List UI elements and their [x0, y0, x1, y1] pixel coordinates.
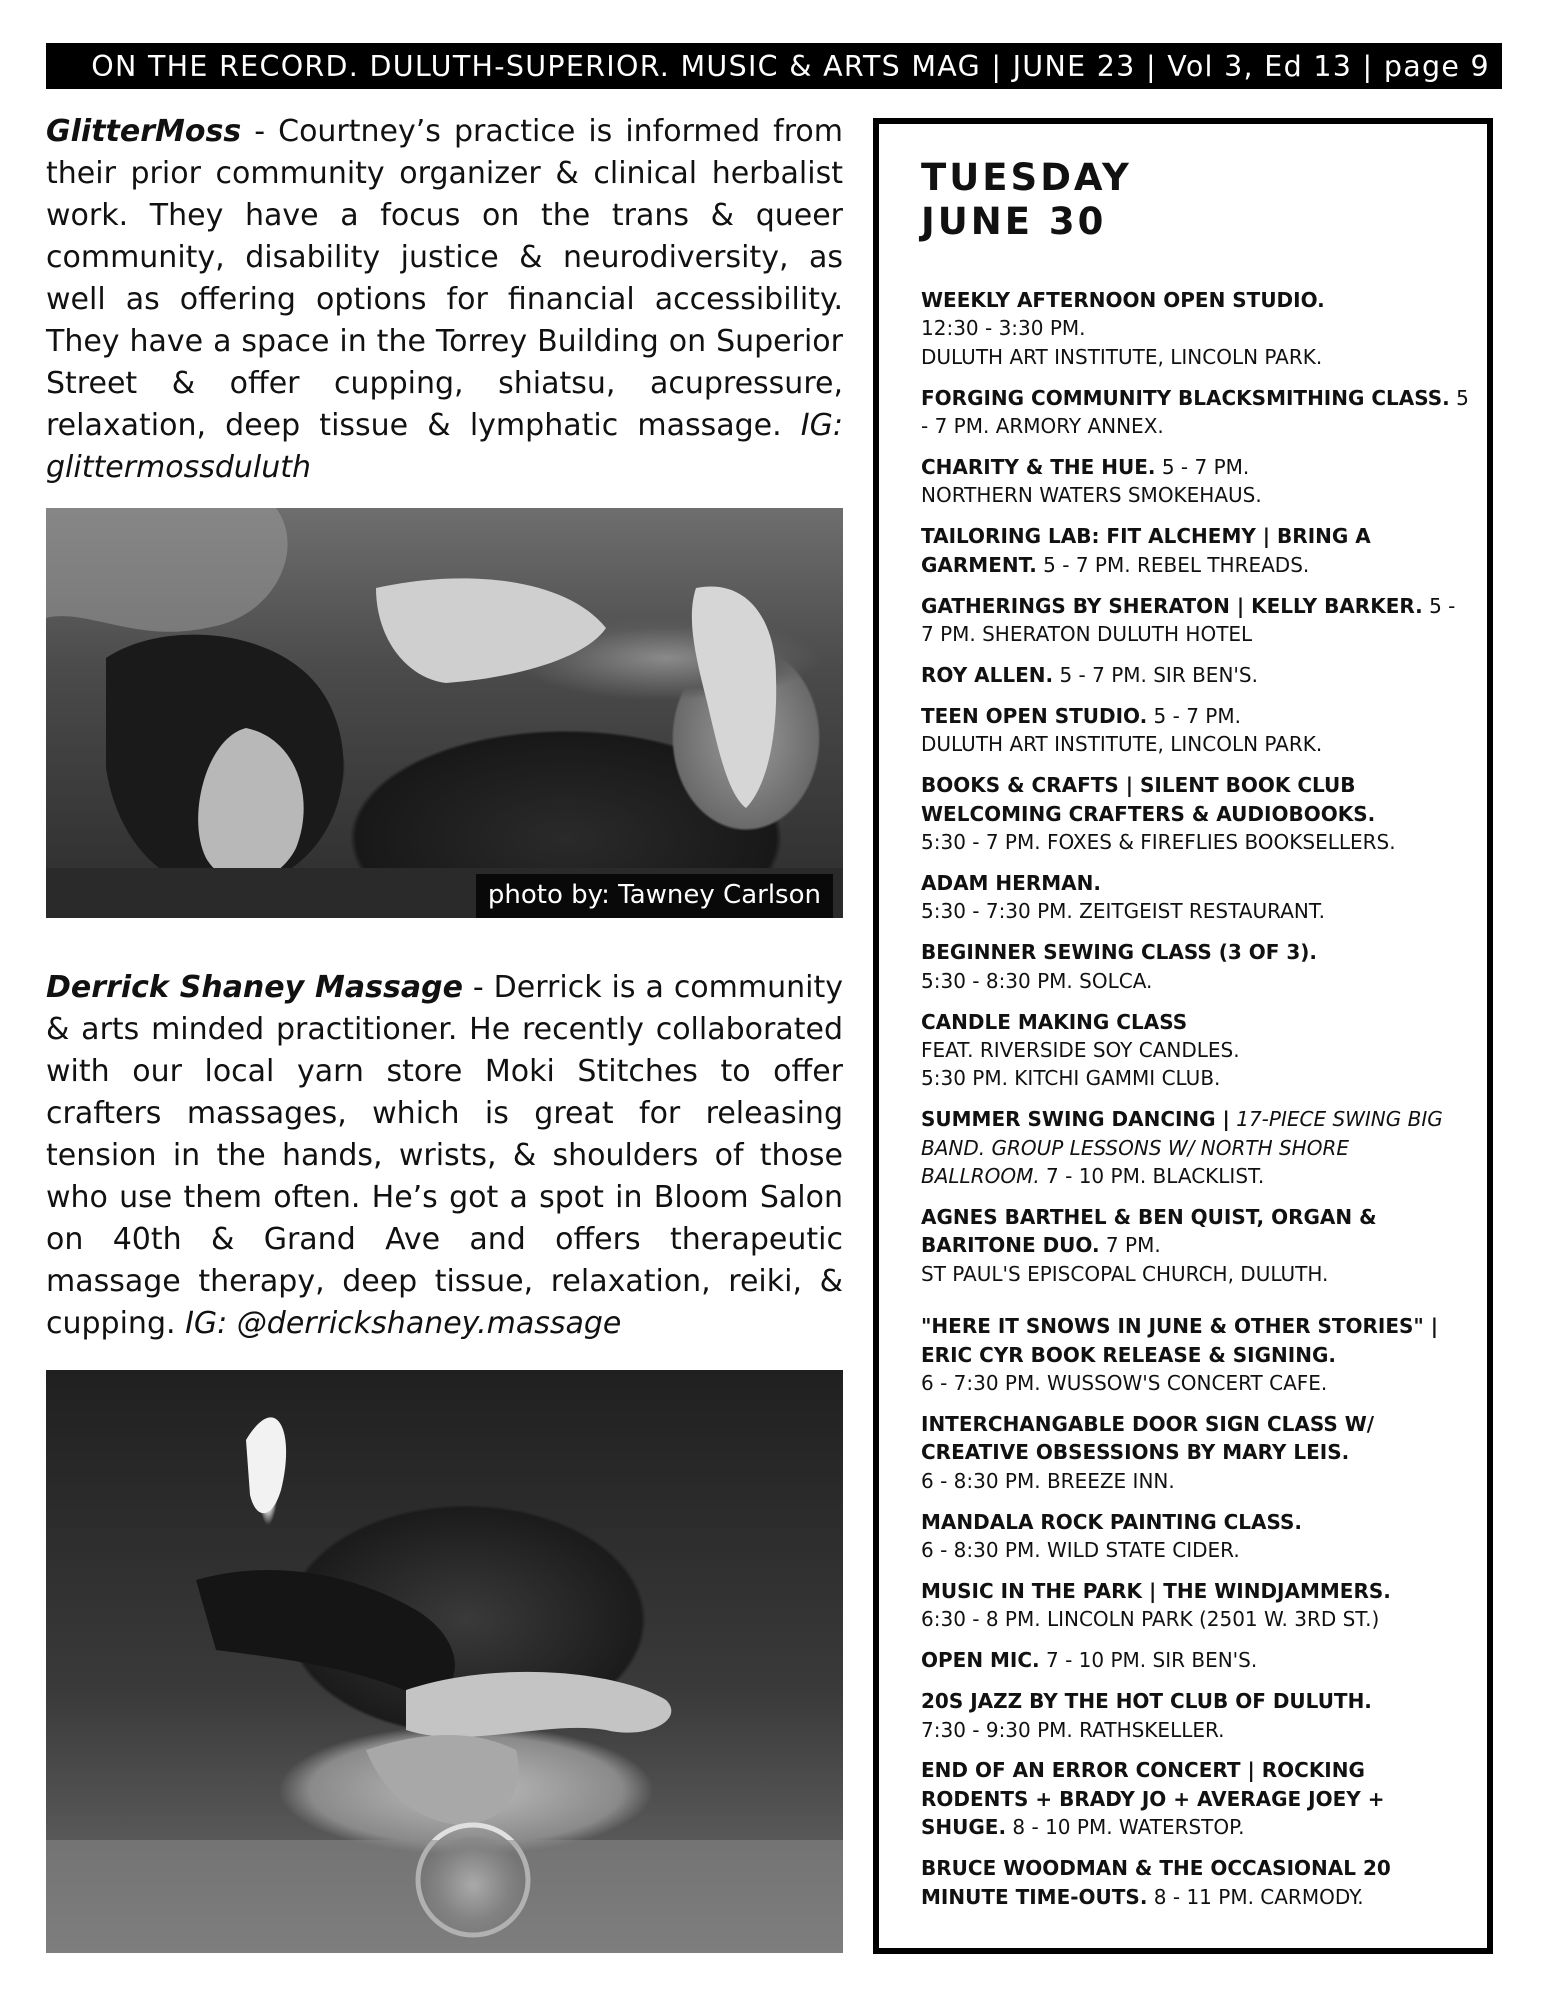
article-derrick-shaney [46, 967, 843, 1345]
events-day-heading [921, 156, 1132, 244]
event-details: 5 - 7 PM. [1147, 703, 1241, 728]
event-item [921, 1312, 1471, 1397]
event-time-venue: FEAT. RIVERSIDE SOY CANDLES. [921, 1037, 1240, 1062]
event-title: AGNES BARTHEL & BEN QUIST, ORGAN & BARITONE DUO. [921, 1204, 1377, 1258]
event-title: MUSIC IN THE PARK | THE WINDJAMMERS. [921, 1578, 1391, 1603]
event-details: 5 - 7 PM. SHERATON DULUTH HOTEL [921, 593, 1456, 647]
event-item [921, 384, 1471, 441]
event-title: 20S JAZZ BY THE HOT CLUB OF DULUTH. [921, 1689, 1372, 1714]
event-item [921, 771, 1471, 856]
event-item [921, 869, 1471, 926]
masthead-bar [46, 43, 1502, 89]
event-item [921, 1410, 1471, 1495]
event-item [921, 1687, 1471, 1744]
article-glittermoss [46, 111, 843, 489]
event-details: 8 - 10 PM. WATERSTOP. [1006, 1815, 1245, 1840]
event-venue: DULUTH ART INSTITUTE, LINCOLN PARK. [921, 344, 1323, 369]
event-details: 7 - 10 PM. BLACKLIST. [1039, 1164, 1265, 1189]
article-instagram: IG: glittermossduluth [46, 408, 843, 485]
event-item [921, 1105, 1471, 1190]
event-time-venue: 5:30 - 8:30 PM. SOLCA. [921, 968, 1153, 993]
article-lead: Derrick Shaney Massage [46, 970, 463, 1005]
event-details: 5 - 7 PM. [1155, 455, 1250, 480]
event-details: 8 - 11 PM. CARMODY. [1147, 1884, 1364, 1909]
article-body: - Courtney’s practice is informed from their prior community organizer & clinical herbalist work. They have a focus on the trans & queer community, disability justice & neurodiversity, as well as offering options for financial accessibility. They have a space in the Torrey Building on Superior Street & offer cupping, shiatsu, acupressure, relaxation, deep tissue & lymphatic massage. [46, 114, 843, 443]
event-details: 7 PM. [1099, 1233, 1161, 1258]
event-item [921, 286, 1471, 371]
event-title: CANDLE MAKING CLASS [921, 1009, 1188, 1034]
event-title: TAILORING LAB: FIT ALCHEMY | BRING A GARMENT. [921, 524, 1371, 577]
event-time-venue: 6:30 - 8 PM. LINCOLN PARK (2501 W. 3RD ST.) [921, 1607, 1380, 1632]
event-item [921, 1008, 1471, 1093]
event-title: BOOKS & CRAFTS | SILENT BOOK CLUB WELCOMING CRAFTERS & AUDIOBOOKS. [921, 773, 1376, 826]
event-time-venue: 6 - 8:30 PM. BREEZE INN. [921, 1468, 1175, 1493]
event-details: 5 - 7 PM. ARMORY ANNEX. [921, 385, 1469, 439]
event-title: BRUCE WOODMAN & THE OCCASIONAL 20 MINUTE TIME-OUTS. [921, 1856, 1391, 1909]
events-listing-box [873, 118, 1493, 1954]
event-title: MANDALA ROCK PAINTING CLASS. [921, 1509, 1303, 1534]
massage-photo-illustration [46, 508, 843, 918]
event-title: OPEN MIC. [921, 1648, 1040, 1673]
event-item [921, 592, 1471, 649]
event-item [921, 1508, 1471, 1565]
event-list [921, 286, 1471, 1924]
event-item [921, 1756, 1471, 1841]
event-item [921, 1854, 1471, 1911]
event-details: 5 - 7 PM. REBEL THREADS. [1036, 552, 1310, 577]
event-item [921, 702, 1471, 759]
event-time-venue: 6 - 8:30 PM. WILD STATE CIDER. [921, 1538, 1240, 1563]
event-time-venue: 5:30 - 7 PM. FOXES & FIREFLIES BOOKSELLERS. [921, 830, 1396, 854]
events-date: JUNE 30 [921, 200, 1107, 243]
event-time-venue: ST PAUL'S EPISCOPAL CHURCH, DULUTH. [921, 1261, 1329, 1286]
events-weekday: TUESDAY [921, 156, 1132, 199]
event-item [921, 938, 1471, 995]
event-title: BEGINNER SEWING CLASS (3 OF 3). [921, 940, 1318, 965]
event-item [921, 1577, 1471, 1634]
event-time-venue: 7:30 - 9:30 PM. RATHSKELLER. [921, 1717, 1225, 1742]
event-time-venue: 12:30 - 3:30 PM. [921, 316, 1086, 341]
masthead-text: ON THE RECORD. DULUTH-SUPERIOR. MUSIC & ARTS MAG | JUNE 23 | Vol 3, Ed 13 | page 9 [91, 49, 1490, 83]
photo-credit: photo by: Tawney Carlson [476, 874, 833, 918]
event-title: GATHERINGS BY SHERATON | KELLY BARKER. [921, 593, 1423, 618]
article-lead: GlitterMoss [46, 114, 242, 149]
event-time-venue: DULUTH ART INSTITUTE, LINCOLN PARK. [921, 732, 1323, 757]
event-title: "HERE IT SNOWS IN JUNE & OTHER STORIES" | ERIC CYR BOOK RELEASE & SIGNING. [921, 1314, 1439, 1367]
event-title: ADAM HERMAN. [921, 870, 1101, 895]
event-title: SUMMER SWING DANCING | [921, 1107, 1230, 1132]
event-venue: 5:30 PM. KITCHI GAMMI CLUB. [921, 1066, 1221, 1091]
event-item [921, 453, 1471, 510]
event-title: END OF AN ERROR CONCERT | ROCKING RODENTS + BRADY JO + AVERAGE JOEY + SHUGE. [921, 1758, 1385, 1840]
event-item [921, 522, 1471, 579]
event-item [921, 1646, 1471, 1674]
event-time-venue: 5:30 - 7:30 PM. ZEITGEIST RESTAURANT. [921, 899, 1326, 924]
event-title: CHARITY & THE HUE. [921, 455, 1156, 480]
event-details: 5 - 7 PM. SIR BEN'S. [1053, 662, 1258, 687]
article-body: - Derrick is a community & arts minded practitioner. He recently collaborated with our local yarn store Moki Stitches to offer crafters massages, which is great for releasing tension in the hands, wrists, & shoulders of those who use them often. He’s got a spot in Bloom Salon on 40th & Grand Ave and offers therapeutic massage therapy, deep tissue, relaxation, reiki, & cupping. [46, 970, 843, 1341]
article-instagram: IG: @derrickshaney.massage [185, 1306, 622, 1341]
event-title: ROY ALLEN. [921, 662, 1054, 687]
event-details: 7 - 10 PM. SIR BEN'S. [1039, 1648, 1258, 1673]
cupping-photo [46, 1370, 843, 1953]
event-item [921, 661, 1471, 689]
event-title: INTERCHANGABLE DOOR SIGN CLASS W/ CREATIVE OBSESSIONS BY MARY LEIS. [921, 1411, 1375, 1465]
cupping-photo-illustration [46, 1370, 843, 1953]
event-item [921, 1203, 1471, 1288]
event-title: WEEKLY AFTERNOON OPEN STUDIO. [921, 288, 1325, 312]
massage-photo [46, 508, 843, 918]
event-description: 17-PIECE SWING BIG BAND. GROUP LESSONS W/ NORTH SHORE BALLROOM. [921, 1107, 1443, 1189]
event-time-venue: 6 - 7:30 PM. WUSSOW'S CONCERT CAFE. [921, 1371, 1328, 1395]
event-title: TEEN OPEN STUDIO. [921, 703, 1148, 728]
event-title: FORGING COMMUNITY BLACKSMITHING CLASS. [921, 385, 1450, 410]
event-time-venue: NORTHERN WATERS SMOKEHAUS. [921, 483, 1262, 508]
